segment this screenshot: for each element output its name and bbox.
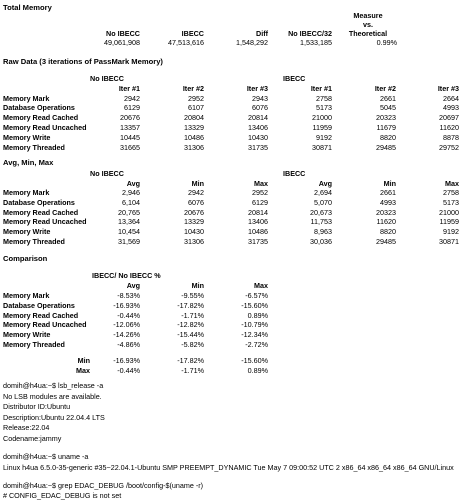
table-cell: 2942 <box>124 93 140 103</box>
summary-label-max: Max <box>76 365 90 375</box>
table-cell: -1.71% <box>181 310 204 320</box>
table-cell: 31306 <box>184 142 204 152</box>
table-cell: 31,569 <box>118 237 140 246</box>
avg-min-max-col-header: Min <box>383 178 396 188</box>
row-label: Memory Write <box>3 227 51 237</box>
table-cell: 11959 <box>312 122 332 132</box>
raw-data-col-header: Iter #1 <box>310 84 332 93</box>
row-label: Memory Read Uncached <box>3 122 87 132</box>
total-header-ibecc: IBECC <box>181 29 204 38</box>
summary-cell: -1.71% <box>181 365 204 375</box>
row-label: Memory Read Uncached <box>3 320 87 330</box>
terminal-output-line: Release:22.04 <box>3 423 50 432</box>
table-cell: 21000 <box>439 207 459 217</box>
table-cell: 20676 <box>120 113 140 123</box>
table-cell: -0.44% <box>117 310 140 320</box>
table-cell: 20676 <box>184 207 204 217</box>
comparison-title: Comparison <box>3 254 48 263</box>
terminal-command-line: domih@h4ua:~$ lsb_release -a <box>3 381 104 390</box>
avg-min-max-col-header: Min <box>191 178 204 188</box>
total-memory-title: Total Memory <box>3 3 52 12</box>
table-cell: 29485 <box>376 142 396 152</box>
raw-data-col-header: Iter #2 <box>374 84 396 93</box>
table-cell: 2952 <box>252 188 268 197</box>
table-cell: -8.53% <box>117 291 140 300</box>
row-label: Memory Mark <box>3 93 50 103</box>
terminal-output-line: Distributor ID:Ubuntu <box>3 402 71 411</box>
terminal-output-line: # CONFIG_EDAC_DEBUG is not set <box>3 491 122 500</box>
avg-min-max-col-header: Max <box>254 178 268 188</box>
row-label: Database Operations <box>3 103 75 113</box>
table-cell: 31665 <box>120 142 140 152</box>
total-header-measure-vs-theoretical: Measure vs. Theoretical <box>348 11 388 38</box>
table-cell: 20804 <box>184 113 204 123</box>
table-cell: 13406 <box>248 122 268 132</box>
table-cell: 13406 <box>248 217 268 227</box>
total-value-measure: 0.99% <box>376 38 397 47</box>
table-cell: 20814 <box>248 113 268 123</box>
comparison-group-header: IBECC/ No IBECC % <box>92 271 161 280</box>
table-cell: 6129 <box>124 103 140 113</box>
row-label: Memory Mark <box>3 291 50 300</box>
raw-data-title: Raw Data (3 iterations of PassMark Memory) <box>3 57 163 66</box>
table-cell: 10,454 <box>118 227 140 237</box>
raw-data-col-header: Iter #3 <box>246 84 268 93</box>
terminal-output-line: Codename:jammy <box>3 433 62 443</box>
table-cell: 10486 <box>248 227 268 237</box>
table-cell: 2758 <box>316 93 332 103</box>
table-cell: 6129 <box>252 197 268 207</box>
table-cell: 0.89% <box>247 310 268 320</box>
raw-data-group-no-ibecc: No IBECC <box>90 74 124 83</box>
table-cell: -12.06% <box>113 320 140 330</box>
avg-min-max-title: Avg, Min, Max <box>3 158 54 167</box>
row-label: Memory Threaded <box>3 237 65 246</box>
raw-data-group-ibecc: IBECC <box>283 74 306 83</box>
terminal-command-line: domih@h4ua:~$ grep EDAC_DEBUG /boot/config-$(uname -r) <box>3 481 204 490</box>
row-label: Memory Mark <box>3 188 50 197</box>
comparison-col-header: Avg <box>126 281 140 290</box>
table-cell: 2661 <box>380 188 396 197</box>
table-cell: -14.26% <box>113 330 140 340</box>
table-cell: 30871 <box>312 142 332 152</box>
table-cell: 4993 <box>443 103 459 113</box>
table-cell: 13,364 <box>118 217 140 227</box>
table-cell: 11620 <box>376 217 396 227</box>
table-cell: 13329 <box>184 217 204 227</box>
table-cell: 11620 <box>439 122 459 132</box>
table-cell: 2942 <box>188 188 204 197</box>
table-cell: 29752 <box>439 142 459 152</box>
terminal-output-line: Linux h4ua 6.5.0-35-generic #35~22.04.1-Ubuntu SMP PREEMPT_DYNAMIC Tue May 7 09:00:52 UTC 2 x86_64 x86_64 x86_64 GNU/Linux <box>3 463 454 472</box>
table-cell: 20323 <box>376 113 396 123</box>
summary-cell: 0.89% <box>247 365 268 375</box>
table-cell: 13357 <box>120 122 140 132</box>
row-label: Memory Read Cached <box>3 207 79 217</box>
table-cell: 21000 <box>312 113 332 123</box>
table-cell: -17.82% <box>177 300 204 310</box>
avg-min-max-group-ibecc: IBECC <box>283 169 306 178</box>
table-cell: 10430 <box>248 132 268 142</box>
table-cell: -9.55% <box>181 291 204 300</box>
table-cell: 5,070 <box>314 197 332 207</box>
comparison-col-header: Min <box>191 281 204 290</box>
table-cell: 2,946 <box>122 188 140 197</box>
table-cell: 6,104 <box>122 197 140 207</box>
row-label: Memory Read Cached <box>3 113 79 123</box>
total-header-no-ibecc: No IBECC <box>106 29 140 38</box>
table-cell: 8878 <box>443 132 459 142</box>
table-cell: -12.34% <box>241 330 268 340</box>
table-cell: -16.93% <box>113 300 140 310</box>
table-cell: -15.44% <box>177 330 204 340</box>
table-cell: 2952 <box>188 93 204 103</box>
table-cell: 20814 <box>248 207 268 217</box>
table-cell: 11,753 <box>310 217 332 227</box>
table-cell: 13329 <box>184 122 204 132</box>
table-cell: 6076 <box>188 197 204 207</box>
summary-cell: -16.93% <box>113 356 140 365</box>
table-cell: 31735 <box>248 142 268 152</box>
table-cell: 30,036 <box>310 237 332 246</box>
table-cell: 6076 <box>252 103 268 113</box>
row-label: Memory Threaded <box>3 340 65 349</box>
table-cell: 20,673 <box>310 207 332 217</box>
terminal-output-line: Description:Ubuntu 22.04.4 LTS <box>3 412 105 422</box>
table-cell: 2,694 <box>314 188 332 197</box>
avg-min-max-col-header: Avg <box>318 178 332 188</box>
summary-label-min: Min <box>77 356 90 365</box>
table-cell: 9192 <box>443 227 459 237</box>
table-cell: 20,765 <box>118 207 140 217</box>
comparison-col-header: Max <box>254 281 268 290</box>
table-cell: 10430 <box>184 227 204 237</box>
terminal-output-line: No LSB modules are available. <box>3 391 102 401</box>
summary-cell: -15.60% <box>241 356 268 365</box>
raw-data-col-header: Iter #3 <box>437 84 459 93</box>
table-cell: 8820 <box>380 132 396 142</box>
terminal-command-line: domih@h4ua:~$ uname -a <box>3 452 89 461</box>
total-value-no-ibecc: 49,061,908 <box>104 38 140 47</box>
total-header-no-ibecc-32: No IBECC/32 <box>288 29 332 38</box>
table-cell: -5.82% <box>181 340 204 349</box>
total-value-diff: 1,548,292 <box>236 38 268 47</box>
table-cell: 2664 <box>443 93 459 103</box>
table-cell: -15.60% <box>241 300 268 310</box>
table-cell: 5173 <box>316 103 332 113</box>
total-value-no-ibecc-32: 1,533,185 <box>300 38 332 47</box>
table-cell: 8820 <box>380 227 396 237</box>
total-value-ibecc: 47,513,616 <box>168 38 204 47</box>
table-cell: 2661 <box>380 93 396 103</box>
table-cell: -4.86% <box>117 340 140 349</box>
table-cell: 8,963 <box>314 227 332 237</box>
table-cell: 30871 <box>439 237 459 246</box>
raw-data-col-header: Iter #2 <box>182 84 204 93</box>
total-header-diff: Diff <box>256 29 268 38</box>
table-cell: 10486 <box>184 132 204 142</box>
avg-min-max-group-no-ibecc: No IBECC <box>90 169 124 178</box>
row-label: Memory Read Uncached <box>3 217 87 227</box>
table-cell: -12.82% <box>177 320 204 330</box>
table-cell: 29485 <box>376 237 396 246</box>
table-cell: 11679 <box>376 122 396 132</box>
summary-cell: -17.82% <box>177 356 204 365</box>
table-cell: 2943 <box>252 93 268 103</box>
table-cell: 9192 <box>316 132 332 142</box>
row-label: Memory Write <box>3 330 51 340</box>
row-label: Memory Read Cached <box>3 310 79 320</box>
table-cell: -2.72% <box>245 340 268 349</box>
row-label: Database Operations <box>3 197 75 207</box>
table-cell: 31306 <box>184 237 204 246</box>
table-cell: 6107 <box>188 103 204 113</box>
table-cell: 20323 <box>376 207 396 217</box>
table-cell: -6.57% <box>245 291 268 300</box>
avg-min-max-col-header: Avg <box>126 178 140 188</box>
table-cell: 5045 <box>380 103 396 113</box>
row-label: Database Operations <box>3 300 75 310</box>
table-cell: -10.79% <box>241 320 268 330</box>
table-cell: 20697 <box>439 113 459 123</box>
table-cell: 2758 <box>443 188 459 197</box>
row-label: Memory Write <box>3 132 51 142</box>
row-label: Memory Threaded <box>3 142 65 152</box>
raw-data-col-header: Iter #1 <box>118 84 140 93</box>
table-cell: 4993 <box>380 197 396 207</box>
table-cell: 5173 <box>443 197 459 207</box>
table-cell: 31735 <box>248 237 268 246</box>
table-cell: 11959 <box>439 217 459 227</box>
avg-min-max-col-header: Max <box>445 178 459 188</box>
table-cell: 10445 <box>120 132 140 142</box>
summary-cell: -0.44% <box>117 365 140 375</box>
